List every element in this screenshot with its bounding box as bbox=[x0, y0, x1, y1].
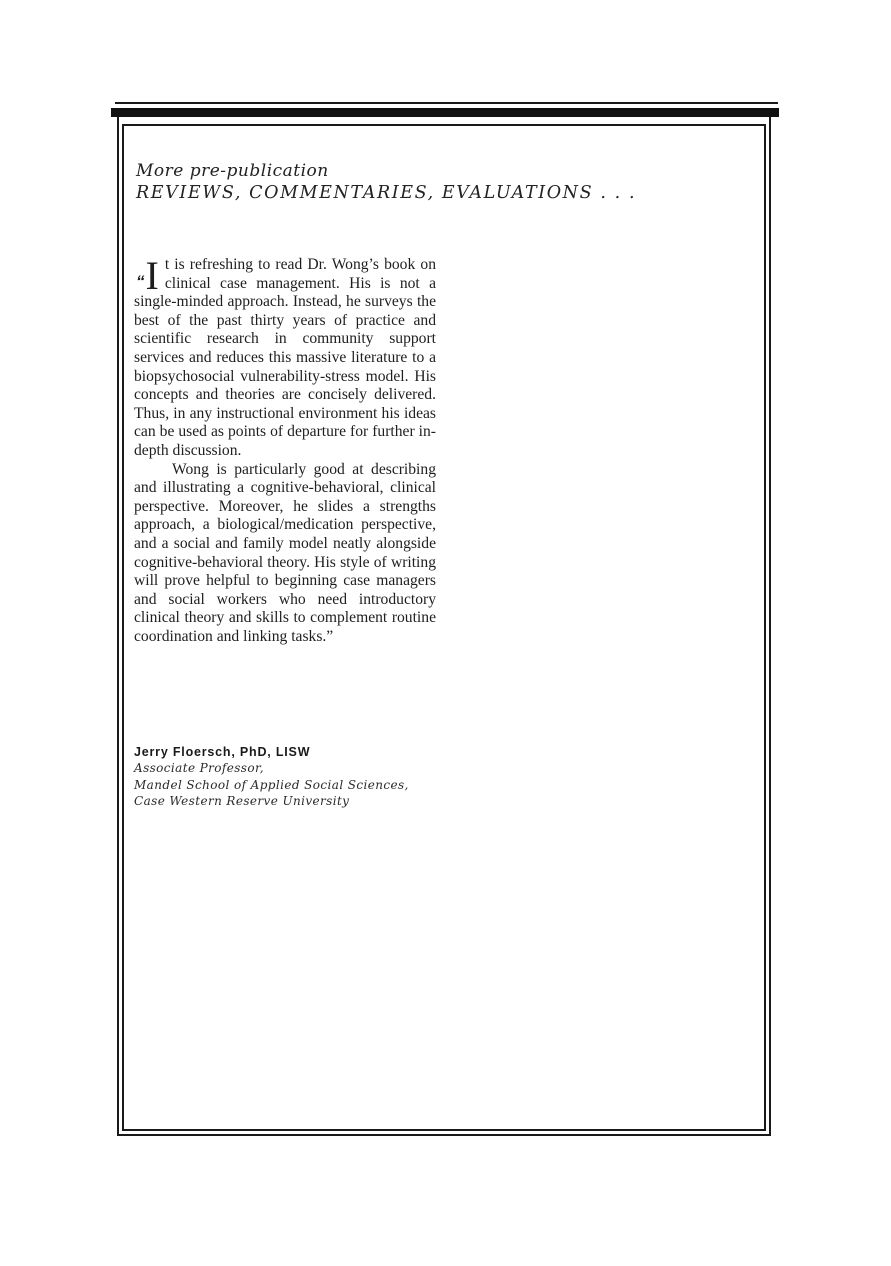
reviewer-university: Case Western Reserve University bbox=[134, 794, 350, 808]
reviewer-title: Associate Professor, bbox=[134, 761, 265, 775]
open-quote-mark: “ bbox=[136, 272, 145, 291]
top-rule-thin bbox=[115, 102, 778, 104]
dropcap-letter: I bbox=[145, 253, 159, 298]
reviewer-name: Jerry Floersch, PhD, LISW bbox=[134, 745, 311, 759]
section-header bbox=[136, 160, 736, 204]
review-paragraph-2: Wong is particularly good at describing and illustrating a cognitive-behavioral, clinical perspective. Moreover, he slides a strengths approach, a biological/medication perspective, and a social and family model neatly alongside cognitive-behavioral theory. His style of writing will prove helpful to beginning case managers and social workers who need introductory clinical theory and skills to complement routine coordination and linking tasks.” bbox=[134, 460, 436, 645]
dropcap bbox=[136, 253, 159, 298]
reviewer-school: Mandel School of Applied Social Sciences, bbox=[134, 777, 409, 792]
top-rule-thick bbox=[111, 108, 779, 117]
header-title: REVIEWS, COMMENTARIES, EVALUATIONS . . . bbox=[136, 183, 637, 203]
review-text bbox=[134, 253, 436, 646]
reviewer-attribution bbox=[134, 744, 474, 810]
header-subtitle: More pre-publication bbox=[136, 161, 329, 181]
review-paragraph-1 bbox=[134, 253, 436, 461]
review-paragraph-1-text: t is refreshing to read Dr. Wong’s book on clinical case management. His is not a single-minded approach. Instead, he surveys the best of the past thirty years of practice and scientific research in community support services and reduces this massive literature to a biopsychosocial vulnerability-stress model. His concepts and theories are concisely delivered. Thus, in any instructional environment his ideas can be used as points of departure for further in-depth discussion. bbox=[134, 256, 436, 459]
